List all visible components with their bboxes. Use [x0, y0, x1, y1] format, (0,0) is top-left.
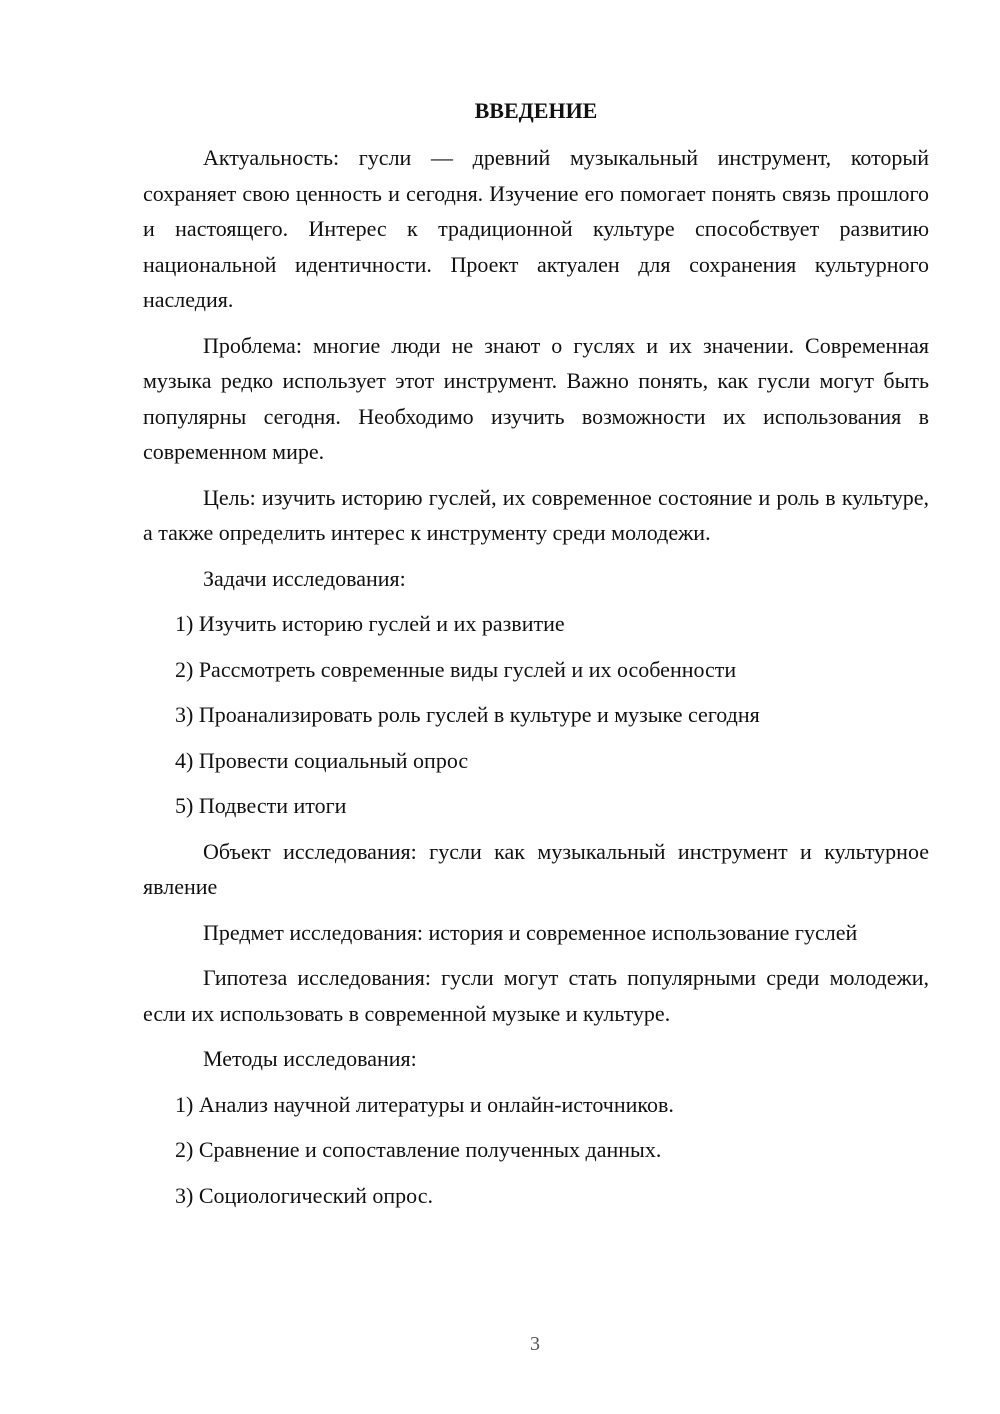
list-item: 3) Проанализировать роль гуслей в культуре и музыке сегодня [175, 702, 760, 727]
document-page [143, 96, 929, 1223]
list-item: 5) Подвести итоги [175, 793, 347, 818]
page-title: ВВЕДЕНИЕ [474, 98, 598, 123]
tasks-heading: Задачи исследования: [203, 565, 406, 591]
hypothesis-paragraph: Гипотеза исследования: гусли могут стать популярными среди молодежи, если их использовать в современной музыке и культуре. [143, 965, 929, 1026]
methods-heading: Методы исследования: [203, 1046, 417, 1071]
problem-paragraph: Проблема: многие люди не знают о гуслях и их значении. Современная музыка редко использует этот инструмент. Важно понять, как гусли могут быть популярны сегодня. Необходимо изучить возможности их использования в современном мире. [143, 332, 929, 464]
goal-paragraph: Цель: изучить историю гуслей, их современное состояние и роль в культуре, а также определить интерес к инструменту среди молодежи. [143, 484, 929, 545]
methods-list [143, 1087, 929, 1214]
list-item: 1) Изучить историю гуслей и их развитие [175, 611, 565, 636]
list-item: 2) Рассмотреть современные виды гуслей и их особенности [175, 656, 737, 682]
list-item: 4) Провести социальный опрос [175, 747, 469, 773]
relevance-paragraph: Актуальность: гусли — древний музыкальный инструмент, который сохраняет свою ценность и сегодня. Изучение его помогает понять связь прошлого и настоящего. Интерес к традиционной культуре способствует развитию национальной идентичности. Проект актуален для сохранения культурного наследия. [143, 145, 929, 312]
page-number: 3 [530, 1333, 540, 1355]
object-paragraph: Объект исследования: гусли как музыкальный инструмент и культурное явление [143, 838, 929, 899]
list-item: 2) Сравнение и сопоставление полученных данных. [175, 1137, 662, 1162]
subject-paragraph: Предмет исследования: история и современное использование гуслей [203, 919, 858, 945]
list-item: 3) Социологический опрос. [175, 1182, 433, 1208]
tasks-list [143, 606, 929, 824]
list-item: 1) Анализ научной литературы и онлайн-источников. [175, 1091, 674, 1117]
